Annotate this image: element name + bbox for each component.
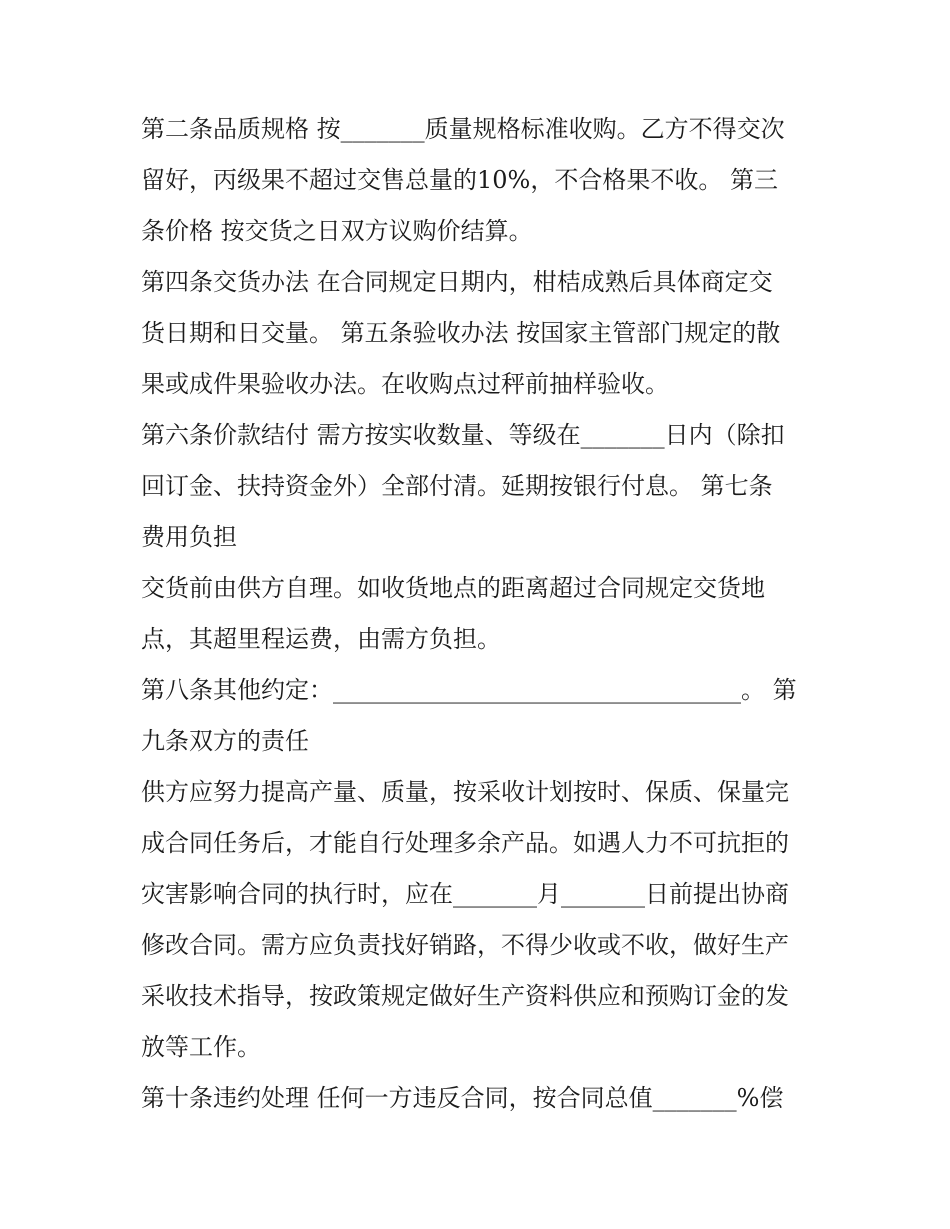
text-line-11: 点，其超里程运费，由需方负担。 bbox=[141, 625, 501, 653]
text-line-4: 第四条交货办法 在合同规定日期内，柑桔成熟后具体商定交 bbox=[141, 268, 773, 296]
text-line-17: 修改合同。需方应负责找好销路，不得少收或不收，做好生产 bbox=[141, 931, 789, 959]
text-line-10: 交货前由供方自理。如收货地点的距离超过合同规定交货地 bbox=[141, 574, 765, 602]
text-line-15: 成合同任务后，才能自行处理多余产品。如遇人力不可抗拒的 bbox=[141, 829, 789, 857]
text-line-5: 货日期和日交量。 第五条验收办法 按国家主管部门规定的散 bbox=[141, 319, 781, 347]
text-line-12: 第八条其他约定：__________________________________。 第 bbox=[141, 676, 797, 704]
text-line-18: 采收技术指导，按政策规定做好生产资料供应和预购订金的发 bbox=[141, 982, 789, 1010]
text-line-7: 第六条价款结付 需方按实收数量、等级在_______日内（除扣 bbox=[141, 421, 785, 449]
text-line-6: 果或成件果验收办法。在收购点过秤前抽样验收。 bbox=[141, 370, 669, 398]
text-line-20: 第十条违约处理 任何一方违反合同，按合同总值_______%偿 bbox=[141, 1084, 784, 1112]
text-line-9: 费用负担 bbox=[141, 523, 237, 551]
contract-text bbox=[141, 104, 821, 1124]
text-line-13: 九条双方的责任 bbox=[141, 727, 309, 755]
text-line-1: 第二条品质规格 按_______质量规格标准收购。乙方不得交次 bbox=[141, 115, 785, 143]
text-line-2: 留好，丙级果不超过交售总量的10%，不合格果不收。 第三 bbox=[141, 166, 778, 194]
text-line-19: 放等工作。 bbox=[141, 1033, 261, 1061]
text-line-16: 灾害影响合同的执行时，应在_______月_______日前提出协商 bbox=[141, 880, 789, 908]
text-line-14: 供方应努力提高产量、质量，按采收计划按时、保质、保量完 bbox=[141, 778, 789, 806]
text-line-8: 回订金、扶持资金外）全部付清。延期按银行付息。 第七条 bbox=[141, 472, 773, 500]
text-line-3: 条价格 按交货之日双方议购价结算。 bbox=[141, 217, 533, 245]
